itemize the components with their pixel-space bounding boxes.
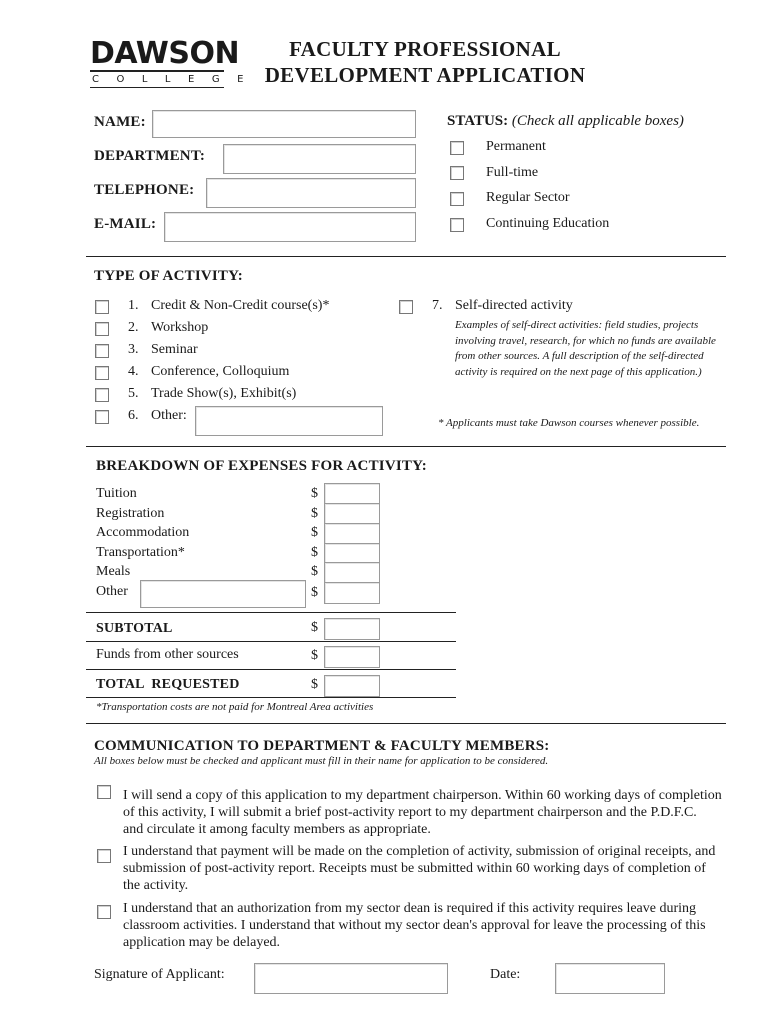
commitment-2-text: I understand that payment will be made on the completion of activity, submission of original receipts, and submission of post-activity report. Receipts must be submitted within 60 working days of completion of the activity.: [123, 844, 716, 893]
form-title: [240, 37, 610, 88]
date-field[interactable]: [555, 963, 665, 994]
divider-2: [86, 446, 726, 447]
total-requested-currency: $: [311, 677, 318, 692]
activity-1-label: Credit & Non-Credit course(s)*: [151, 298, 330, 313]
logo-rule: [90, 70, 224, 72]
expense-meals-label: Meals: [96, 564, 131, 579]
expense-tuition-label: Tuition: [96, 486, 137, 501]
activity-6-num: 6.: [128, 408, 139, 423]
expense-registration-field[interactable]: [324, 503, 380, 525]
status-permanent-label: Permanent: [486, 139, 546, 154]
activity-3-label: Seminar: [151, 342, 198, 357]
expense-tuition-field[interactable]: [324, 483, 380, 505]
telephone-field[interactable]: [206, 178, 416, 208]
activity-7-checkbox[interactable]: [399, 300, 413, 314]
name-field[interactable]: [152, 110, 416, 138]
activity-3-num: 3.: [128, 342, 139, 357]
status-permanent-checkbox[interactable]: [450, 141, 464, 155]
activity-7-label: Self-directed activity: [455, 298, 573, 313]
activity-1-num: 1.: [128, 298, 139, 313]
expense-transportation-currency: $: [311, 545, 318, 560]
other-funds-currency: $: [311, 648, 318, 663]
total-requested-label: TOTAL REQUESTED: [96, 677, 240, 692]
other-funds-field[interactable]: [324, 646, 380, 668]
department-label: DEPARTMENT:: [94, 148, 206, 164]
activity-4-num: 4.: [128, 364, 139, 379]
signature-field[interactable]: [254, 963, 448, 994]
expense-other-description-field[interactable]: [140, 580, 306, 608]
expenses-header: BREAKDOWN OF EXPENSES FOR ACTIVITY:: [96, 458, 427, 474]
status-continuing-ed-checkbox[interactable]: [450, 218, 464, 232]
activity-other-field[interactable]: [195, 406, 383, 436]
expense-accommodation-field[interactable]: [324, 523, 380, 545]
subtotal-label: SUBTOTAL: [96, 621, 173, 636]
expense-meals-field[interactable]: [324, 562, 380, 584]
status-continuing-ed-label: Continuing Education: [486, 216, 610, 231]
activity-4-checkbox[interactable]: [95, 366, 109, 380]
activity-1-checkbox[interactable]: [95, 300, 109, 314]
expense-accommodation-label: Accommodation: [96, 525, 190, 540]
activity-3-checkbox[interactable]: [95, 344, 109, 358]
expense-tuition-currency: $: [311, 486, 318, 501]
status-fulltime-checkbox[interactable]: [450, 166, 464, 180]
commitment-1-checkbox[interactable]: [97, 785, 111, 799]
expenses-divider-2: [86, 641, 456, 642]
activity-5-label: Trade Show(s), Exhibit(s): [151, 386, 297, 401]
activity-footnote: * Applicants must take Dawson courses whenever possible.: [438, 417, 700, 429]
subtotal-currency: $: [311, 620, 318, 635]
divider-1: [86, 256, 726, 257]
expense-transportation-label: Transportation*: [96, 545, 185, 560]
name-label: NAME:: [94, 114, 146, 130]
activity-2-label: Workshop: [151, 320, 209, 335]
title-line-1: FACULTY PROFESSIONAL: [289, 37, 561, 61]
telephone-label: TELEPHONE:: [94, 182, 195, 198]
logo-rule-bottom: [90, 87, 224, 88]
college-logo: [90, 36, 261, 88]
activity-header: TYPE OF ACTIVITY:: [94, 268, 243, 284]
other-funds-label: Funds from other sources: [96, 647, 239, 662]
status-regular-sector-checkbox[interactable]: [450, 192, 464, 206]
logo-sub: COLLEGE: [92, 74, 261, 85]
email-label: E-MAIL:: [94, 216, 157, 232]
subtotal-field[interactable]: [324, 618, 380, 640]
expenses-divider-4: [86, 697, 456, 698]
title-line-2: DEVELOPMENT APPLICATION: [264, 63, 586, 87]
expenses-divider-1: [86, 612, 456, 613]
email-field[interactable]: [164, 212, 416, 242]
total-requested-field[interactable]: [324, 675, 380, 697]
activity-6-label: Other:: [151, 408, 187, 423]
status-note: (Check all applicable boxes): [511, 113, 684, 129]
commitment-1-text: I will send a copy of this application to my department chairperson. Within 60 working days of completion of this activity, I will submit a brief post-activity report to my department chairperson and the P.D.F.C. and circulate it among faculty members as appropriate.: [123, 788, 722, 837]
status-regular-sector-label: Regular Sector: [486, 190, 570, 205]
expenses-divider-3: [86, 669, 456, 670]
activity-5-checkbox[interactable]: [95, 388, 109, 402]
activity-6-checkbox[interactable]: [95, 410, 109, 424]
status-heading: [447, 113, 684, 130]
activity-2-num: 2.: [128, 320, 139, 335]
self-directed-description: Examples of self-direct activities: field studies, projects involving travel, research, for which no funds are available from other sources. A full description of the self-directed activity is required on the next page of this application.): [455, 319, 716, 378]
expense-registration-currency: $: [311, 506, 318, 521]
commitment-3-text: I understand that an authorization from my sector dean is required if this activity requires leave during classroom activities. I understand that without my sector dean's approval for leave the processing of this application may be delayed.: [123, 901, 706, 950]
activity-4-label: Conference, Colloquium: [151, 364, 290, 379]
status-label: STATUS:: [447, 113, 509, 129]
logo-word: DAWSON: [90, 36, 240, 71]
expenses-footnote: *Transportation costs are not paid for Montreal Area activities: [96, 701, 374, 713]
commitment-2-checkbox[interactable]: [97, 849, 111, 863]
signature-label: Signature of Applicant:: [94, 967, 225, 982]
expense-registration-label: Registration: [96, 506, 165, 521]
communication-subheader: All boxes below must be checked and applicant must fill in their name for application to be considered.: [94, 755, 549, 767]
expense-accommodation-currency: $: [311, 525, 318, 540]
activity-7-num: 7.: [432, 298, 443, 313]
expense-other-field[interactable]: [324, 582, 380, 604]
status-fulltime-label: Full-time: [486, 165, 539, 180]
activity-2-checkbox[interactable]: [95, 322, 109, 336]
date-label: Date:: [490, 967, 521, 982]
commitment-3-checkbox[interactable]: [97, 905, 111, 919]
department-field[interactable]: [223, 144, 416, 174]
expense-meals-currency: $: [311, 564, 318, 579]
expense-other-label: Other: [96, 584, 128, 599]
activity-5-num: 5.: [128, 386, 139, 401]
divider-3: [86, 723, 726, 724]
communication-header: COMMUNICATION TO DEPARTMENT & FACULTY MEMBERS:: [94, 738, 550, 754]
expense-other-currency: $: [311, 585, 318, 600]
